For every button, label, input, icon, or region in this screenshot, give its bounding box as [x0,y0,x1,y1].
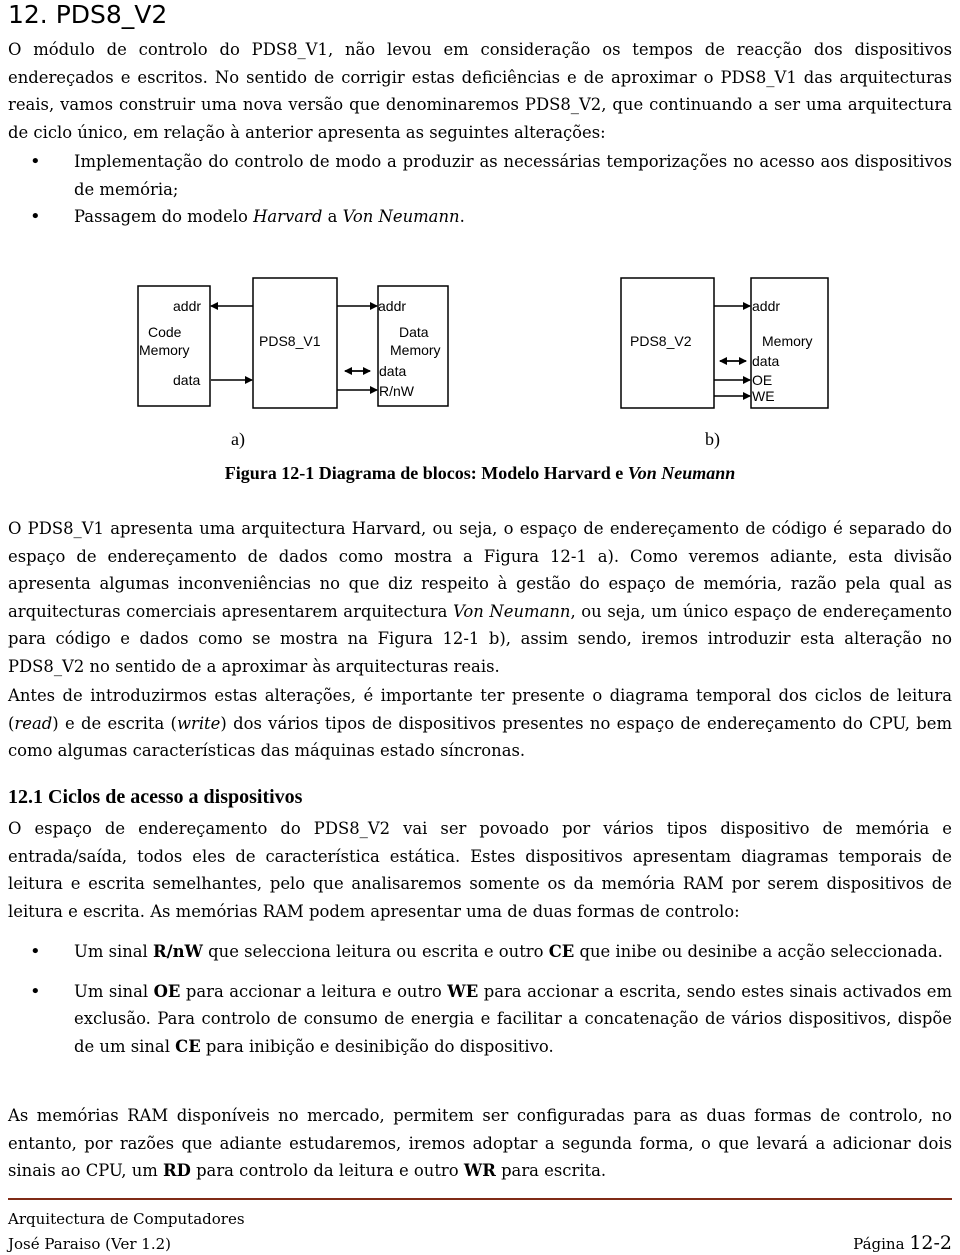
von-neumann-term: Von Neumann [453,601,571,621]
cpu-label: PDS8_V2 [630,333,692,349]
list-item-text: para accionar a escrita, sendo estes sinais activados em exclusão. Para controlo de consumo de energia e facilitar a concatenação de vários dispositivos, dispõe de um sinal [74,981,953,1056]
figure-caption [8,463,952,484]
page-number [853,1232,952,1254]
addr-label: addr [378,298,407,314]
list-item [8,938,952,966]
signal-name: CE [175,1036,201,1056]
list-item-text: a [322,207,343,227]
paragraph-text: para controlo da leitura e outro [190,1161,464,1181]
signal-name: WR [463,1161,496,1181]
oe-label: OE [752,372,773,388]
data-label: Data [399,324,429,340]
page-label: Página [853,1235,910,1253]
memory-label: Memory [390,342,441,358]
we-label: WE [752,388,775,404]
data-label: data [379,363,407,379]
changes-list [8,148,952,231]
harvard-term: Harvard [253,207,323,227]
intro-paragraph: O módulo de controlo do PDS8_V1, não levou em consideração os tempos de reacção dos dispositivos endereçados e escritos. No sentido de corrigir estas deficiências e de aproximar o PDS8_V1 das arquitecturas reais, vamos construir uma nova versão que denominaremos PDS8_V2, que continuando a ser uma arquitectura de ciclo único, em relação à anterior apresenta as seguintes alterações: [8,40,952,142]
addr-label: addr [752,298,781,314]
course-name: Arquitectura de Computadores [8,1210,245,1228]
signal-name: CE [548,942,575,961]
data-label: data [173,372,201,388]
block-diagram [8,268,952,468]
paragraph-text: para escrita. [495,1161,607,1181]
paragraph: O espaço de endereçamento do PDS8_V2 vai ser povoado por vários tipos dispositivo de memória e entrada/saída, todos eles de característica estática. Estes dispositivos apresentam diagramas temporais de leitura e escrita semelhantes, pelo que analisaremos somente os da memória RAM por serem dispositivos de leitura e escrita. As memórias RAM podem apresentar uma de duas formas de controlo: [8,819,952,921]
list-item-text: para accionar a leitura e outro [180,981,448,1001]
data-label: data [752,353,780,369]
list-item-text: que inibe ou desinibe a acção seleccionada. [574,942,943,961]
paragraph-text: Antes de introduzirmos estas alterações, é importante ter presente o diagrama temporal dos ciclos de leitura ( [8,686,952,733]
cpu-label: PDS8_V1 [259,333,321,349]
page-footer [8,1198,952,1254]
write-term: write [176,713,221,733]
paragraph-text: , ou seja, um único espaço de endereçamento para código e dados como se mostra na Figura 12-1 b), assim sendo, iremos introduzir esta alteração no PDS8_V2 no sentido de a aproximar às arquitecturas reais. [8,601,952,676]
signal-name: R/nW [153,942,203,961]
list-item-text: para inibição e desinibição do dispositivo. [200,1036,554,1056]
list-item-text: Implementação do controlo de modo a produzir as necessárias temporizações no acesso aos dispositivos de memória; [74,152,952,199]
list-item [8,203,952,231]
signal-name: WE [447,981,479,1001]
signal-name: RD [163,1161,191,1181]
paragraph-text: ) e de escrita ( [52,713,177,733]
read-term: read [14,713,53,733]
list-item-text: . [459,207,465,227]
paragraph [8,682,952,765]
section-heading: 12.1 Ciclos de acesso a dispositivos [8,786,303,808]
list-item-text: Passagem do modelo [74,207,254,227]
list-item [8,978,952,1061]
memory-label: Memory [139,342,190,358]
author: José Paraiso (Ver 1.2) [8,1235,171,1253]
figure-b-label: b) [705,429,720,449]
rnw-label: R/nW [379,383,414,399]
signal-name: OE [153,981,181,1001]
paragraph-text: ) dos vários tipos de dispositivos presentes no espaço de endereçamento do CPU, bem como algumas características das máquinas estado síncronas. [8,713,953,761]
figure-a-label: a) [231,429,245,449]
caption-text: Figura 12-1 Diagrama de blocos: Modelo Harvard e [224,463,628,483]
paragraph-text: As memórias RAM disponíveis no mercado, permitem ser configuradas para as duas formas de controlo, no entanto, por razões que adiante estudaremos, iremos adoptar a segunda forma, o que levará a adicionar dois sinais ao CPU, um [8,1106,952,1181]
paragraph-text: O PDS8_V1 apresenta uma arquitectura Harvard, ou seja, o espaço de endereçamento de código é separado do espaço de endereçamento de dados como mostra a Figura 12-1 a). Como veremos adiante, esta divisão apresenta algumas inconveniências no que diz respeito à gestão do espaço de memória, razão pela qual as arquitecturas comerciais apresentarem arquitectura [8,519,952,621]
list-item-text: Um sinal [74,942,153,961]
list-item [8,148,952,203]
addr-label: addr [173,298,202,314]
list-item-text: que selecciona leitura ou escrita e outro [202,942,549,961]
list-item-text: Um sinal [74,981,154,1001]
memory-label: Memory [762,333,813,349]
chapter-title: 12. PDS8_V2 [8,0,168,29]
code-label: Code [148,324,182,340]
von-neumann-term: Von Neumann [342,207,460,227]
paragraph [8,1102,952,1185]
paragraph [8,515,952,681]
caption-emphasis: Von Neumann [627,463,736,483]
page-num: 12-2 [909,1232,952,1254]
control-forms-list [8,938,952,1072]
